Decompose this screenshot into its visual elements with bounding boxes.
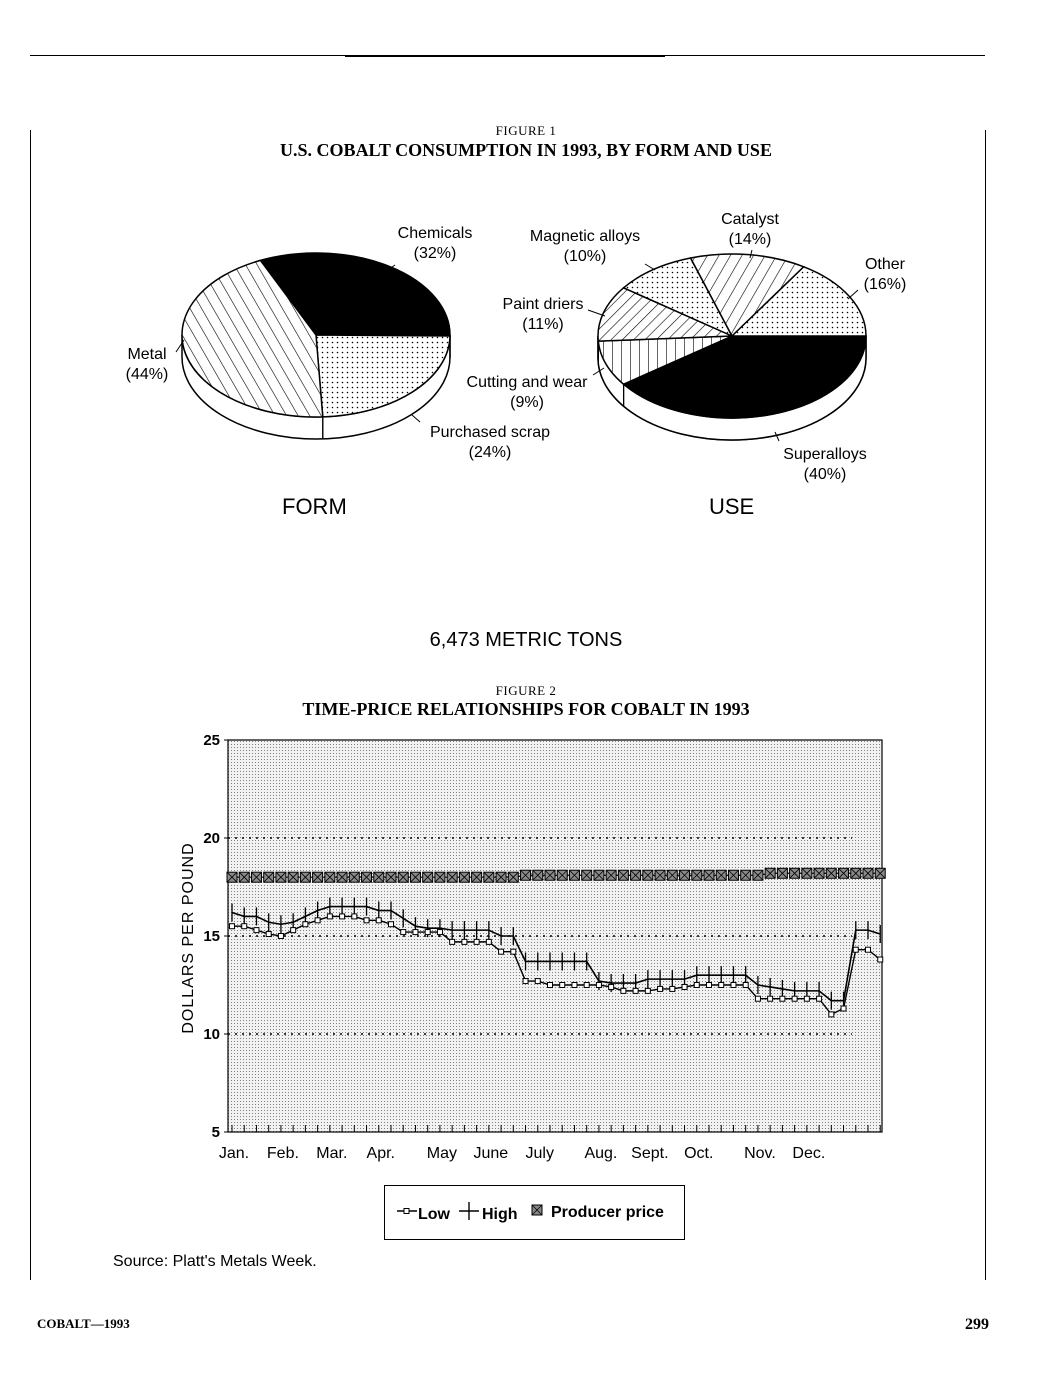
low-point	[511, 949, 516, 954]
total-tons: 6,473 METRIC TONS	[429, 629, 623, 651]
pie-label-metal: Metal (44%)	[125, 346, 169, 383]
leader-scrap	[412, 415, 420, 422]
low-point	[658, 986, 663, 991]
legend-low-marker	[395, 1204, 419, 1218]
low-point	[645, 988, 650, 993]
low-point	[548, 983, 553, 988]
low-point	[340, 914, 345, 919]
footer-left: COBALT—1993	[37, 1316, 130, 1331]
low-point	[278, 934, 283, 939]
low-point	[462, 939, 467, 944]
month-label: Jan.	[218, 1145, 250, 1162]
y-tick-label: 5	[211, 1124, 220, 1141]
low-point	[780, 996, 785, 1001]
y-axis-label: DOLLARS PER POUND	[180, 842, 197, 1034]
month-label: Dec.	[792, 1145, 826, 1162]
pie-form	[182, 253, 450, 439]
low-point	[425, 930, 430, 935]
pie-label-superalloys: Superalloys (40%)	[783, 446, 867, 483]
month-label: Oct.	[684, 1145, 714, 1162]
month-label: June	[473, 1145, 509, 1162]
low-point	[792, 996, 797, 1001]
low-point	[242, 924, 247, 929]
low-point	[584, 983, 589, 988]
low-point	[609, 984, 614, 989]
low-point	[523, 979, 528, 984]
low-point	[352, 914, 357, 919]
page-number: 299	[965, 1316, 989, 1333]
low-point	[364, 918, 369, 923]
pie-use	[598, 254, 866, 440]
low-point	[755, 996, 760, 1001]
low-point	[707, 983, 712, 988]
low-point	[266, 932, 271, 937]
low-point	[413, 930, 418, 935]
low-point	[719, 983, 724, 988]
figure1-title: U.S. COBALT CONSUMPTION IN 1993, BY FORM AND USE	[280, 140, 772, 160]
month-label: Mar.	[316, 1145, 348, 1162]
pie-label-other: Other (16%)	[863, 256, 907, 293]
low-point	[303, 922, 308, 927]
price-line-chart	[170, 725, 900, 1170]
figure2-title: TIME-PRICE RELATIONSHIPS FOR COBALT IN 1993	[302, 699, 750, 719]
pie-label-chemicals: Chemicals (32%)	[397, 225, 473, 262]
legend-producer-label: Producer price	[551, 1204, 664, 1221]
month-label: Nov.	[744, 1145, 776, 1162]
pie-slice-purchased-scrap	[316, 335, 450, 417]
low-point	[376, 918, 381, 923]
low-point	[878, 957, 883, 962]
legend-high-marker	[457, 1200, 481, 1222]
pie-label-catalyst: Catalyst (14%)	[721, 211, 779, 248]
low-point	[572, 983, 577, 988]
low-point	[474, 939, 479, 944]
low-point	[694, 983, 699, 988]
y-tick-label: 25	[203, 732, 220, 749]
low-point	[535, 979, 540, 984]
low-point	[450, 939, 455, 944]
top-rule-thick	[345, 55, 665, 57]
low-point	[486, 939, 491, 944]
month-label: Feb.	[266, 1145, 299, 1162]
low-point	[327, 914, 332, 919]
month-label: July	[525, 1145, 554, 1162]
low-point	[499, 949, 504, 954]
low-point	[560, 983, 565, 988]
low-point	[853, 947, 858, 952]
form-label: FORM	[282, 494, 347, 519]
low-point	[841, 1006, 846, 1011]
low-point	[743, 983, 748, 988]
y-tick-label: 10	[203, 1026, 220, 1043]
low-point	[621, 988, 626, 993]
figure2-label: FIGURE 2	[495, 683, 557, 698]
pie-label-cutting-wear: Cutting and wear (9%)	[466, 374, 588, 411]
month-label: Apr.	[366, 1145, 396, 1162]
low-point	[633, 988, 638, 993]
low-point	[315, 918, 320, 923]
low-point	[291, 928, 296, 933]
low-point	[437, 930, 442, 935]
low-point	[670, 986, 675, 991]
low-point	[829, 1012, 834, 1017]
low-point	[804, 996, 809, 1001]
month-label: Aug.	[584, 1145, 618, 1162]
low-point	[731, 983, 736, 988]
low-point	[866, 947, 871, 952]
legend-low-label: Low	[418, 1206, 450, 1223]
month-label: Sept.	[631, 1145, 669, 1162]
low-point	[230, 924, 235, 929]
legend-high-label: High	[482, 1206, 518, 1223]
y-tick-label: 20	[203, 830, 220, 847]
low-point	[596, 983, 601, 988]
month-label: May	[426, 1145, 458, 1162]
source-note: Source: Platt's Metals Week.	[113, 1253, 317, 1270]
use-label: USE	[709, 494, 755, 519]
low-point	[389, 922, 394, 927]
low-point	[817, 996, 822, 1001]
pie-label-magnetic-alloys: Magnetic alloys (10%)	[529, 228, 641, 265]
pie-label-purchased-scrap: Purchased scrap (24%)	[429, 424, 551, 461]
low-point	[254, 928, 259, 933]
legend-producer-marker	[528, 1202, 548, 1218]
low-point	[768, 996, 773, 1001]
low-point	[682, 984, 687, 989]
low-point	[401, 930, 406, 935]
figure1-label: FIGURE 1	[495, 123, 557, 138]
y-tick-label: 15	[203, 928, 220, 945]
chart-legend	[384, 1185, 685, 1240]
pie-label-paint-driers: Paint driers (11%)	[502, 296, 584, 333]
